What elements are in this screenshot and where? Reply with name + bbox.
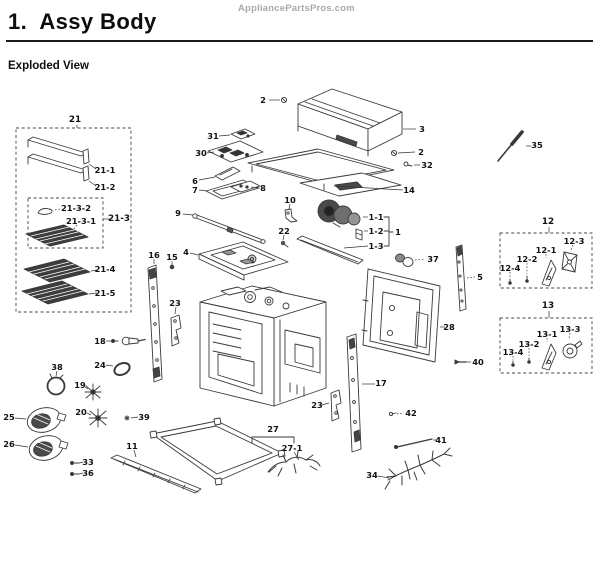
part-label-42: 42 [405, 408, 417, 418]
leader-9 [183, 214, 193, 215]
part-label-1-3: 1-3 [368, 241, 384, 251]
latch-12-3-drawing [562, 252, 577, 272]
top-cover-drawing [298, 89, 402, 156]
leader-37 [415, 259, 425, 260]
rack-21-5-drawing [22, 281, 88, 304]
bracket-1-2-drawing [356, 229, 362, 240]
screw-2-top-drawing [281, 97, 286, 102]
fan-housing-25-drawing [25, 404, 66, 436]
harness-34-drawing [385, 448, 452, 489]
bracket-10-drawing [285, 209, 297, 222]
leader-4 [190, 253, 198, 255]
screw-36-drawing [71, 473, 80, 476]
leader-20 [87, 413, 91, 415]
part-label-25: 25 [3, 412, 15, 422]
part-label-34: 34 [366, 470, 378, 480]
part-label-19: 19 [74, 380, 86, 390]
rail-16-drawing [148, 265, 162, 382]
part-label-1-2: 1-2 [368, 226, 384, 236]
part-label-17: 17 [375, 378, 387, 388]
pcb-31-drawing [231, 129, 255, 139]
fan-20-drawing [89, 409, 107, 427]
part-label-36: 36 [82, 468, 94, 478]
bracket-23-right-drawing [331, 390, 341, 421]
part-label-21-1: 21-1 [94, 165, 116, 175]
leader-42 [397, 413, 404, 414]
part-label-26: 26 [3, 439, 15, 449]
bracket-12-1-drawing [542, 260, 556, 286]
part-label-27-1: 27-1 [281, 443, 303, 453]
latch-13-3-drawing [563, 341, 582, 358]
part-label-12-2: 12-2 [516, 254, 538, 264]
screw-32-drawing [404, 162, 412, 166]
part-label-23: 23 [311, 400, 323, 410]
rack-21-3-1-drawing [26, 225, 88, 246]
rack-21-4-drawing [24, 259, 90, 282]
group-label-21: 21 [68, 115, 82, 125]
part-label-13-2: 13-2 [518, 339, 540, 349]
part-label-5: 5 [477, 272, 483, 282]
part-label-16: 16 [148, 250, 160, 260]
part-label-3: 3 [419, 124, 425, 134]
watermark: AppliancePartsPros.com [238, 3, 355, 14]
screw-22-drawing [281, 241, 288, 247]
screw-39-drawing [125, 416, 129, 420]
leader-39 [131, 417, 138, 418]
group-label-13: 13 [541, 301, 555, 311]
oven-cavity-drawing [200, 286, 326, 406]
rod-9-drawing [193, 214, 265, 244]
part-label-13-3: 13-3 [559, 324, 581, 334]
part-label-2: 2 [418, 147, 424, 157]
part-label-24: 24 [94, 360, 106, 370]
part-label-12-1: 12-1 [535, 245, 557, 255]
part-label-15: 15 [166, 252, 178, 262]
bracket-13-1-drawing [542, 344, 556, 370]
part-label-22: 22 [278, 226, 290, 236]
part-label-21-3-2: 21-3-2 [61, 203, 91, 213]
part-label-6: 6 [192, 176, 198, 186]
part-label-1-1: 1-1 [368, 212, 384, 222]
screw-40-drawing [455, 360, 466, 364]
part-label-23: 23 [169, 298, 181, 308]
leader-5 [467, 277, 475, 278]
clamp-38-drawing [48, 374, 65, 395]
part-label-31: 31 [207, 131, 219, 141]
vent-assy-14-drawing [248, 149, 401, 196]
base-frame-27-drawing [150, 418, 285, 485]
part-label-18: 18 [94, 336, 106, 346]
motor-1-1-drawing [318, 200, 360, 227]
screw-13-4-drawing [512, 361, 515, 366]
screw-42-drawing [389, 412, 396, 415]
page-title: 1. Assy Body [8, 9, 157, 34]
part-label-39: 39 [138, 412, 150, 422]
leader-11 [134, 450, 136, 457]
part-label-37: 37 [427, 254, 439, 264]
screw-13-2-drawing [528, 358, 531, 363]
group-label-21-3: 21-3 [107, 214, 131, 224]
part-label-41: 41 [435, 435, 447, 445]
part-label-7: 7 [192, 185, 198, 195]
part-label-12-4: 12-4 [499, 263, 521, 273]
part-label-33: 33 [82, 457, 94, 467]
bracket-6-drawing [215, 167, 240, 180]
part-label-4: 4 [183, 247, 189, 257]
part-label-40: 40 [472, 357, 484, 367]
leader-21-3-2 [55, 209, 60, 210]
leader-2 [398, 152, 415, 153]
part-label-35: 35 [531, 140, 543, 150]
screw-12-2-drawing [526, 276, 529, 282]
leader-23 [175, 307, 176, 314]
rail-17-drawing [347, 334, 361, 452]
screw-15-drawing [170, 265, 174, 269]
part-label-11: 11 [126, 441, 138, 451]
panel-4-drawing [199, 242, 288, 280]
leader-6 [199, 177, 215, 180]
screw-33-drawing [71, 462, 80, 465]
screw-12-4-drawing [509, 279, 512, 284]
part-label-21-2: 21-2 [94, 182, 116, 192]
part-label-9: 9 [175, 208, 181, 218]
screwdriver-35-drawing [498, 132, 522, 161]
label-1-bracket [384, 217, 393, 246]
fan-housing-26-drawing [27, 432, 68, 464]
part-label-28: 28 [443, 322, 455, 332]
thermostat-18-drawing [112, 337, 146, 345]
fan-19-drawing [85, 384, 101, 400]
part-label-38: 38 [51, 362, 63, 372]
part-label-21-4: 21-4 [94, 264, 116, 274]
leader-25 [15, 418, 26, 419]
rod-41-drawing [394, 439, 432, 449]
rail-21-2-drawing [28, 154, 89, 181]
part-label-13-1: 13-1 [536, 329, 558, 339]
part-label-12-3: 12-3 [563, 236, 585, 246]
leader-26 [15, 445, 28, 447]
part-label-1: 1 [395, 227, 401, 237]
part-label-30: 30 [195, 148, 207, 158]
gasket-24-drawing [112, 361, 131, 378]
part-label-32: 32 [421, 160, 433, 170]
part-label-20: 20 [75, 407, 87, 417]
leader-24 [106, 365, 113, 366]
part-label-13-4: 13-4 [502, 347, 524, 357]
screw-2-mid-drawing [391, 150, 396, 155]
leader-1-3 [344, 246, 368, 248]
leader-27-1 [294, 452, 299, 460]
leader-23 [322, 403, 329, 405]
strip-1-3-drawing [297, 236, 363, 264]
rail-11-drawing [111, 455, 201, 493]
leader-31 [219, 135, 230, 136]
part-label-8: 8 [260, 183, 266, 193]
pcb-30-drawing [208, 141, 263, 162]
rail-5-drawing [456, 245, 466, 311]
part-label-27: 27 [267, 424, 279, 434]
part-label-14: 14 [403, 185, 415, 195]
group-label-12: 12 [541, 217, 555, 227]
back-panel-28-drawing [362, 269, 440, 362]
part-label-10: 10 [284, 195, 296, 205]
part-label-21-5: 21-5 [94, 288, 116, 298]
roller-37-drawing [396, 254, 414, 267]
leader-7 [199, 190, 207, 191]
section-subtitle: Exploded View [8, 60, 89, 72]
clip-21-3-2-drawing [38, 209, 52, 215]
part-label-2: 2 [260, 95, 266, 105]
bracket-23-left-drawing [171, 315, 181, 346]
part-label-21-3-1: 21-3-1 [66, 216, 96, 226]
